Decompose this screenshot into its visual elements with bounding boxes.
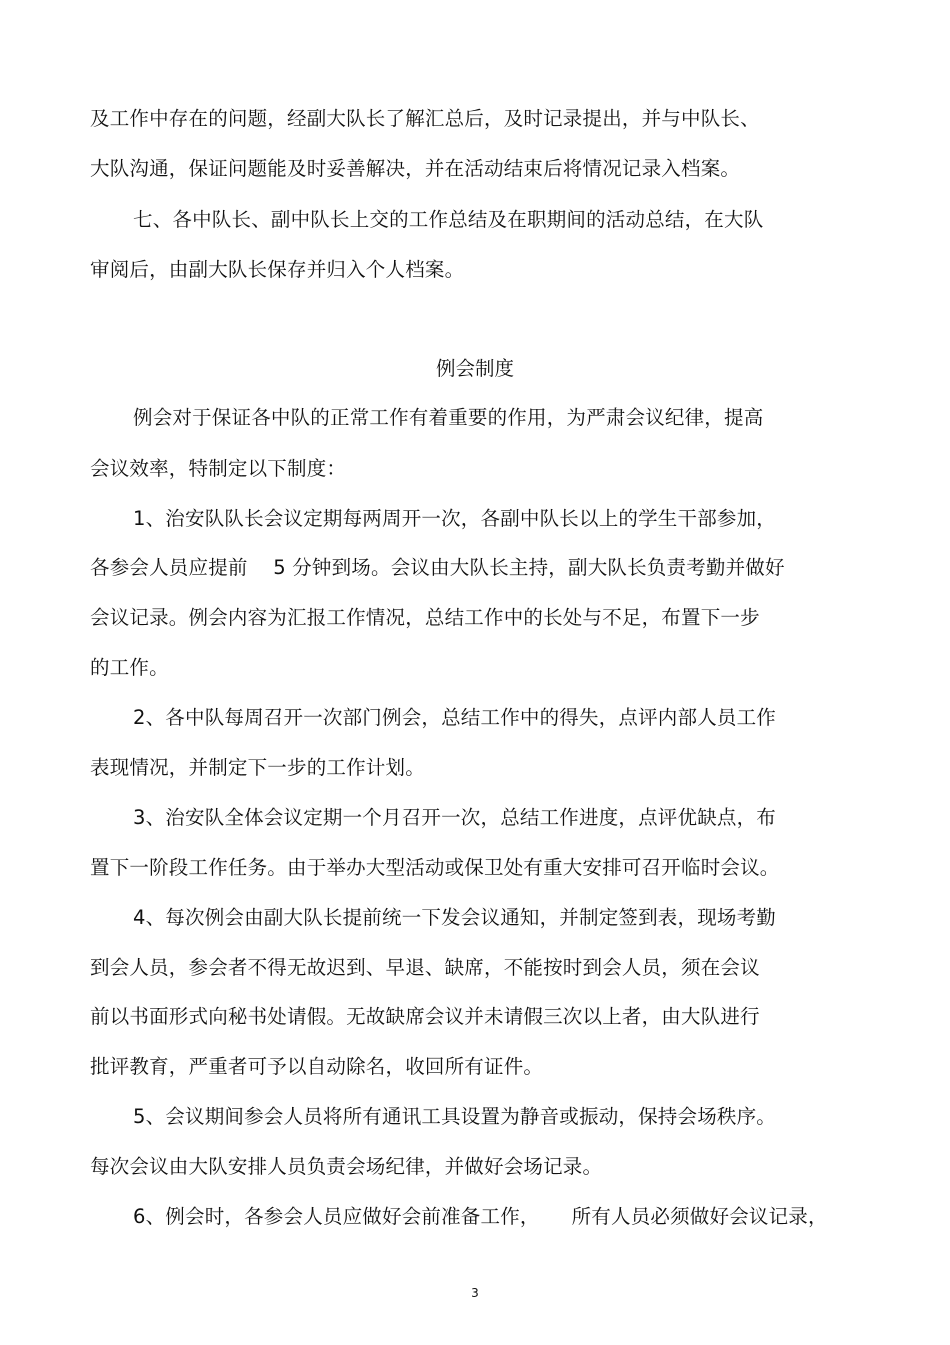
paragraph-line: 审阅后，由副大队长保存并归入个人档案。 xyxy=(90,258,465,281)
paragraph-line: 表现情况，并制定下一步的工作计划。 xyxy=(90,756,425,779)
paragraph-line: 及工作中存在的问题，经副大队长了解汇总后，及时记录提出，并与中队长、 xyxy=(90,107,760,130)
paragraph-line: 的工作。 xyxy=(90,656,169,679)
paragraph-line: 每次会议由大队安排人员负责会场纪律，并做好会场记录。 xyxy=(90,1155,603,1178)
paragraph-line: 会议记录。例会内容为汇报工作情况，总结工作中的长处与不足，布置下一步 xyxy=(90,606,760,629)
paragraph-line: 到会人员，参会者不得无故迟到、早退、缺席，不能按时到会人员，须在会议 xyxy=(90,956,760,979)
paragraph-line: 6、例会时，各参会人员应做好会前准备工作， 所有人员必须做好会议记录， xyxy=(133,1205,828,1228)
paragraph-line: 例会对于保证各中队的正常工作有着重要的作用，为严肃会议纪律，提高 xyxy=(133,406,764,429)
paragraph-line: 置下一阶段工作任务。由于举办大型活动或保卫处有重大安排可召开临时会议。 xyxy=(90,856,780,879)
page-number: 3 xyxy=(471,1286,479,1300)
paragraph-line: 5、会议期间参会人员将所有通讯工具设置为静音或振动，保持会场秩序。 xyxy=(133,1105,777,1128)
paragraph-line: 前以书面形式向秘书处请假。无故缺席会议并未请假三次以上者，由大队进行 xyxy=(90,1005,760,1028)
paragraph-line: 4、每次例会由副大队长提前统一下发会议通知，并制定签到表，现场考勤 xyxy=(133,906,777,929)
paragraph-line: 会议效率，特制定以下制度： xyxy=(90,457,347,480)
paragraph-line: 2、各中队每周召开一次部门例会，总结工作中的得失，点评内部人员工作 xyxy=(133,706,777,729)
paragraph-line: 批评教育，严重者可予以自动除名，收回所有证件。 xyxy=(90,1055,544,1078)
paragraph-line: 大队沟通，保证问题能及时妥善解决，并在活动结束后将情况记录入档案。 xyxy=(90,157,741,180)
paragraph-line: 1、治安队队长会议定期每两周开一次，各副中队长以上的学生干部参加， xyxy=(133,507,777,530)
paragraph-line: 3、治安队全体会议定期一个月召开一次，总结工作进度，点评优缺点，布 xyxy=(133,806,777,829)
paragraph-line: 各参会人员应提前 5 分钟到场。会议由大队长主持，副大队长负责考勤并做好 xyxy=(90,556,785,579)
paragraph-line: 七、各中队长、副中队长上交的工作总结及在职期间的活动总结，在大队 xyxy=(133,208,764,231)
section-title: 例会制度 xyxy=(435,357,514,380)
